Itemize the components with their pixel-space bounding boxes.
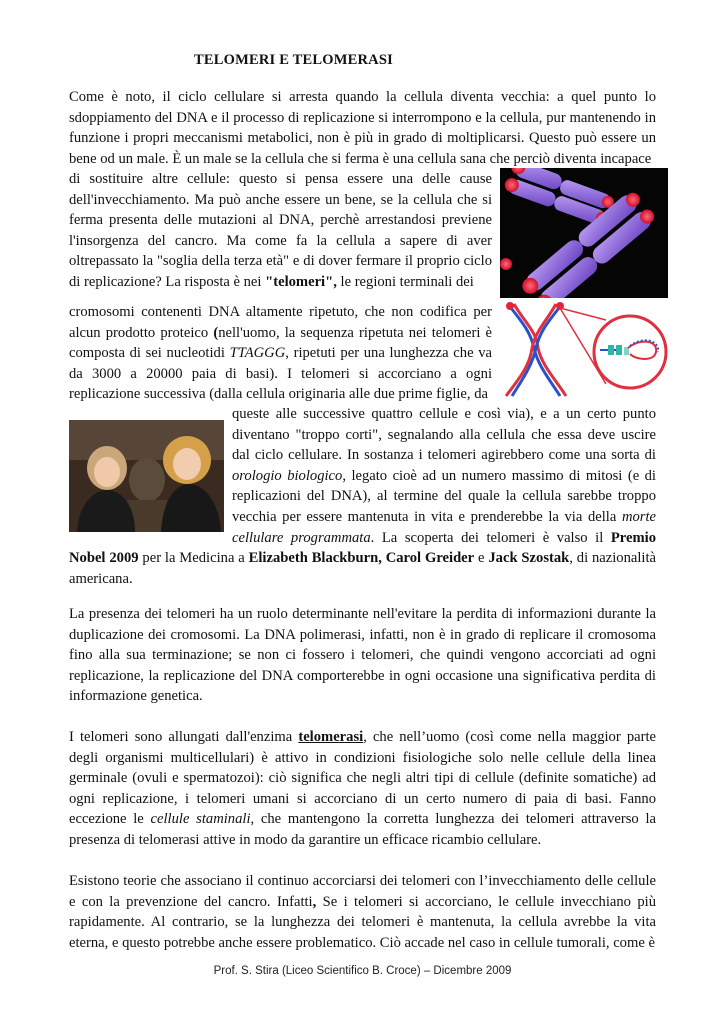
telomere-diagram (500, 300, 668, 400)
laureates-illustration (69, 420, 224, 532)
premio-nobel: Premio Nobel 2009 (69, 529, 656, 567)
paragraph-3: I telomeri sono allungati dall'enzima telomerasi, che nell’uomo (così come nella maggior parte degli organismi multicellulari) è attivo in condizioni fisiologiche solo nelle cellule della linea germinale (ovuli e spermatozoi): ciò significa che negli altri tipi di cellule (definite somatiche) ad ogni replicazione, i telomeri umani si accorciano di un certo numero di paia di basi. Fanno eccezione le cellule staminali, che mantengono la corretta lunghezza dei telomeri attraverso la presenza di telomerasi attive in modo da garantire un efficace ricambio cellulare. (69, 729, 656, 848)
telomerasi-term: telomerasi (298, 729, 364, 745)
laureates: Elizabeth Blackburn, Carol Greider (248, 550, 475, 567)
page-footer: Prof. S. Stira (Liceo Scientifico B. Croce) – Dicembre 2009 (213, 965, 512, 977)
sequence-ttaggg: TTAGGG (229, 345, 286, 362)
chromosome-illustration (500, 168, 668, 298)
paragraph-1b: di sostituire altre cellule: questo si pensa essere una delle cause dell'invecchiamento. Ma può anche essere un bene, se la cellula che si ferma presenta delle mutazioni al DNA, perchè arrestandosi previene l'insorgenza del cancro. Ma come fa la cellula a sapere di aver oltrepassato la "soglia della terza età" e di dover fermare il proprio ciclo di replicazione? La risposta è nei "telomeri", le regioni terminali dei (69, 171, 492, 290)
paragraph-1d: queste alle successive quattro cellule e così via), e a un certo punto diventano "troppo corti", segnalando alla cellula che essa deve uscire dal ciclo cellulare. In sostanza i telomeri agirebbero come una sorta di orologio biologico, legato cioè ad un numero massimo di mitosi (e di replicazioni del DNA), al termine del quale la cellula sarebbe troppo vecchia per essere mantenuta in vita e prenderebbe la via della morte cellulare programmata. La scoperta dei telomeri è valso il Premio Nobel 2009 per la Medicina a Elizabeth Blackburn, Carol Greider e Jack Szostak, di nazionalità americana. (69, 406, 657, 587)
paragraph-2: La presenza dei telomeri ha un ruolo determinante nell'evitare la perdita di informazioni durante la duplicazione dei cromosomi. La DNA polimerasi, infatti, non è in grado di replicare il cromosoma fino alla sua terminazione; se non ci fossero i telomeri, che quindi vengono accorciati ad ogni replicazione, la replicazione del DNA comporterebbe in ogni occasione una significativa perdita di informazione genetica. (69, 606, 656, 705)
telomeri-term: "telomeri", (265, 273, 337, 290)
page-title: TELOMERI E TELOMERASI (194, 52, 393, 68)
nobel-laureates-photo (69, 420, 224, 532)
paragraph-1a: Come è noto, il ciclo cellulare si arresta quando la cellula diventa vecchia: a quel punto lo sdoppiamento del DNA e il processo di replicazione si interrompono e la cellula, pur mantenendo in funzione i propri meccanismi metabolici, non è più in grado di moltiplicarsi. Questo può essere un bene od un male. È un male se la cellula che si ferma è una cellula sana che perciò diventa incapace (69, 89, 656, 167)
telomere-diagram-svg (500, 300, 668, 400)
paragraph-1c: cromosomi contenenti DNA altamente ripetuto, che non codifica per alcun prodotto proteico (nell'uomo, la sequenza ripetuta nei telomeri è composta di sei nucleotidi TTAGGG, ripetuti per una lunghezza che va da 3000 a 20000 paia di basi). I telomeri si accorciano a ogni replicazione successiva (dalla cellula originaria alle due prime figlie, da (69, 304, 493, 403)
laureate-szostak: Jack Szostak (488, 550, 570, 567)
chromosome-image (500, 168, 668, 298)
paragraph-4: Esistono teorie che associano il continuo accorciarsi dei telomeri con l’invecchiamento delle cellule e con la prevenzione del cancro. Infatti, Se i telomeri si accorciano, le cellule invecchiano più rapidamente. Al contrario, se la lunghezza dei telomeri è mantenuta, la cellula avrebbe la vita eterna, e questo potrebbe anche essere problematico. Ciò accade nel caso in cellule tumorali, come è (69, 873, 656, 951)
